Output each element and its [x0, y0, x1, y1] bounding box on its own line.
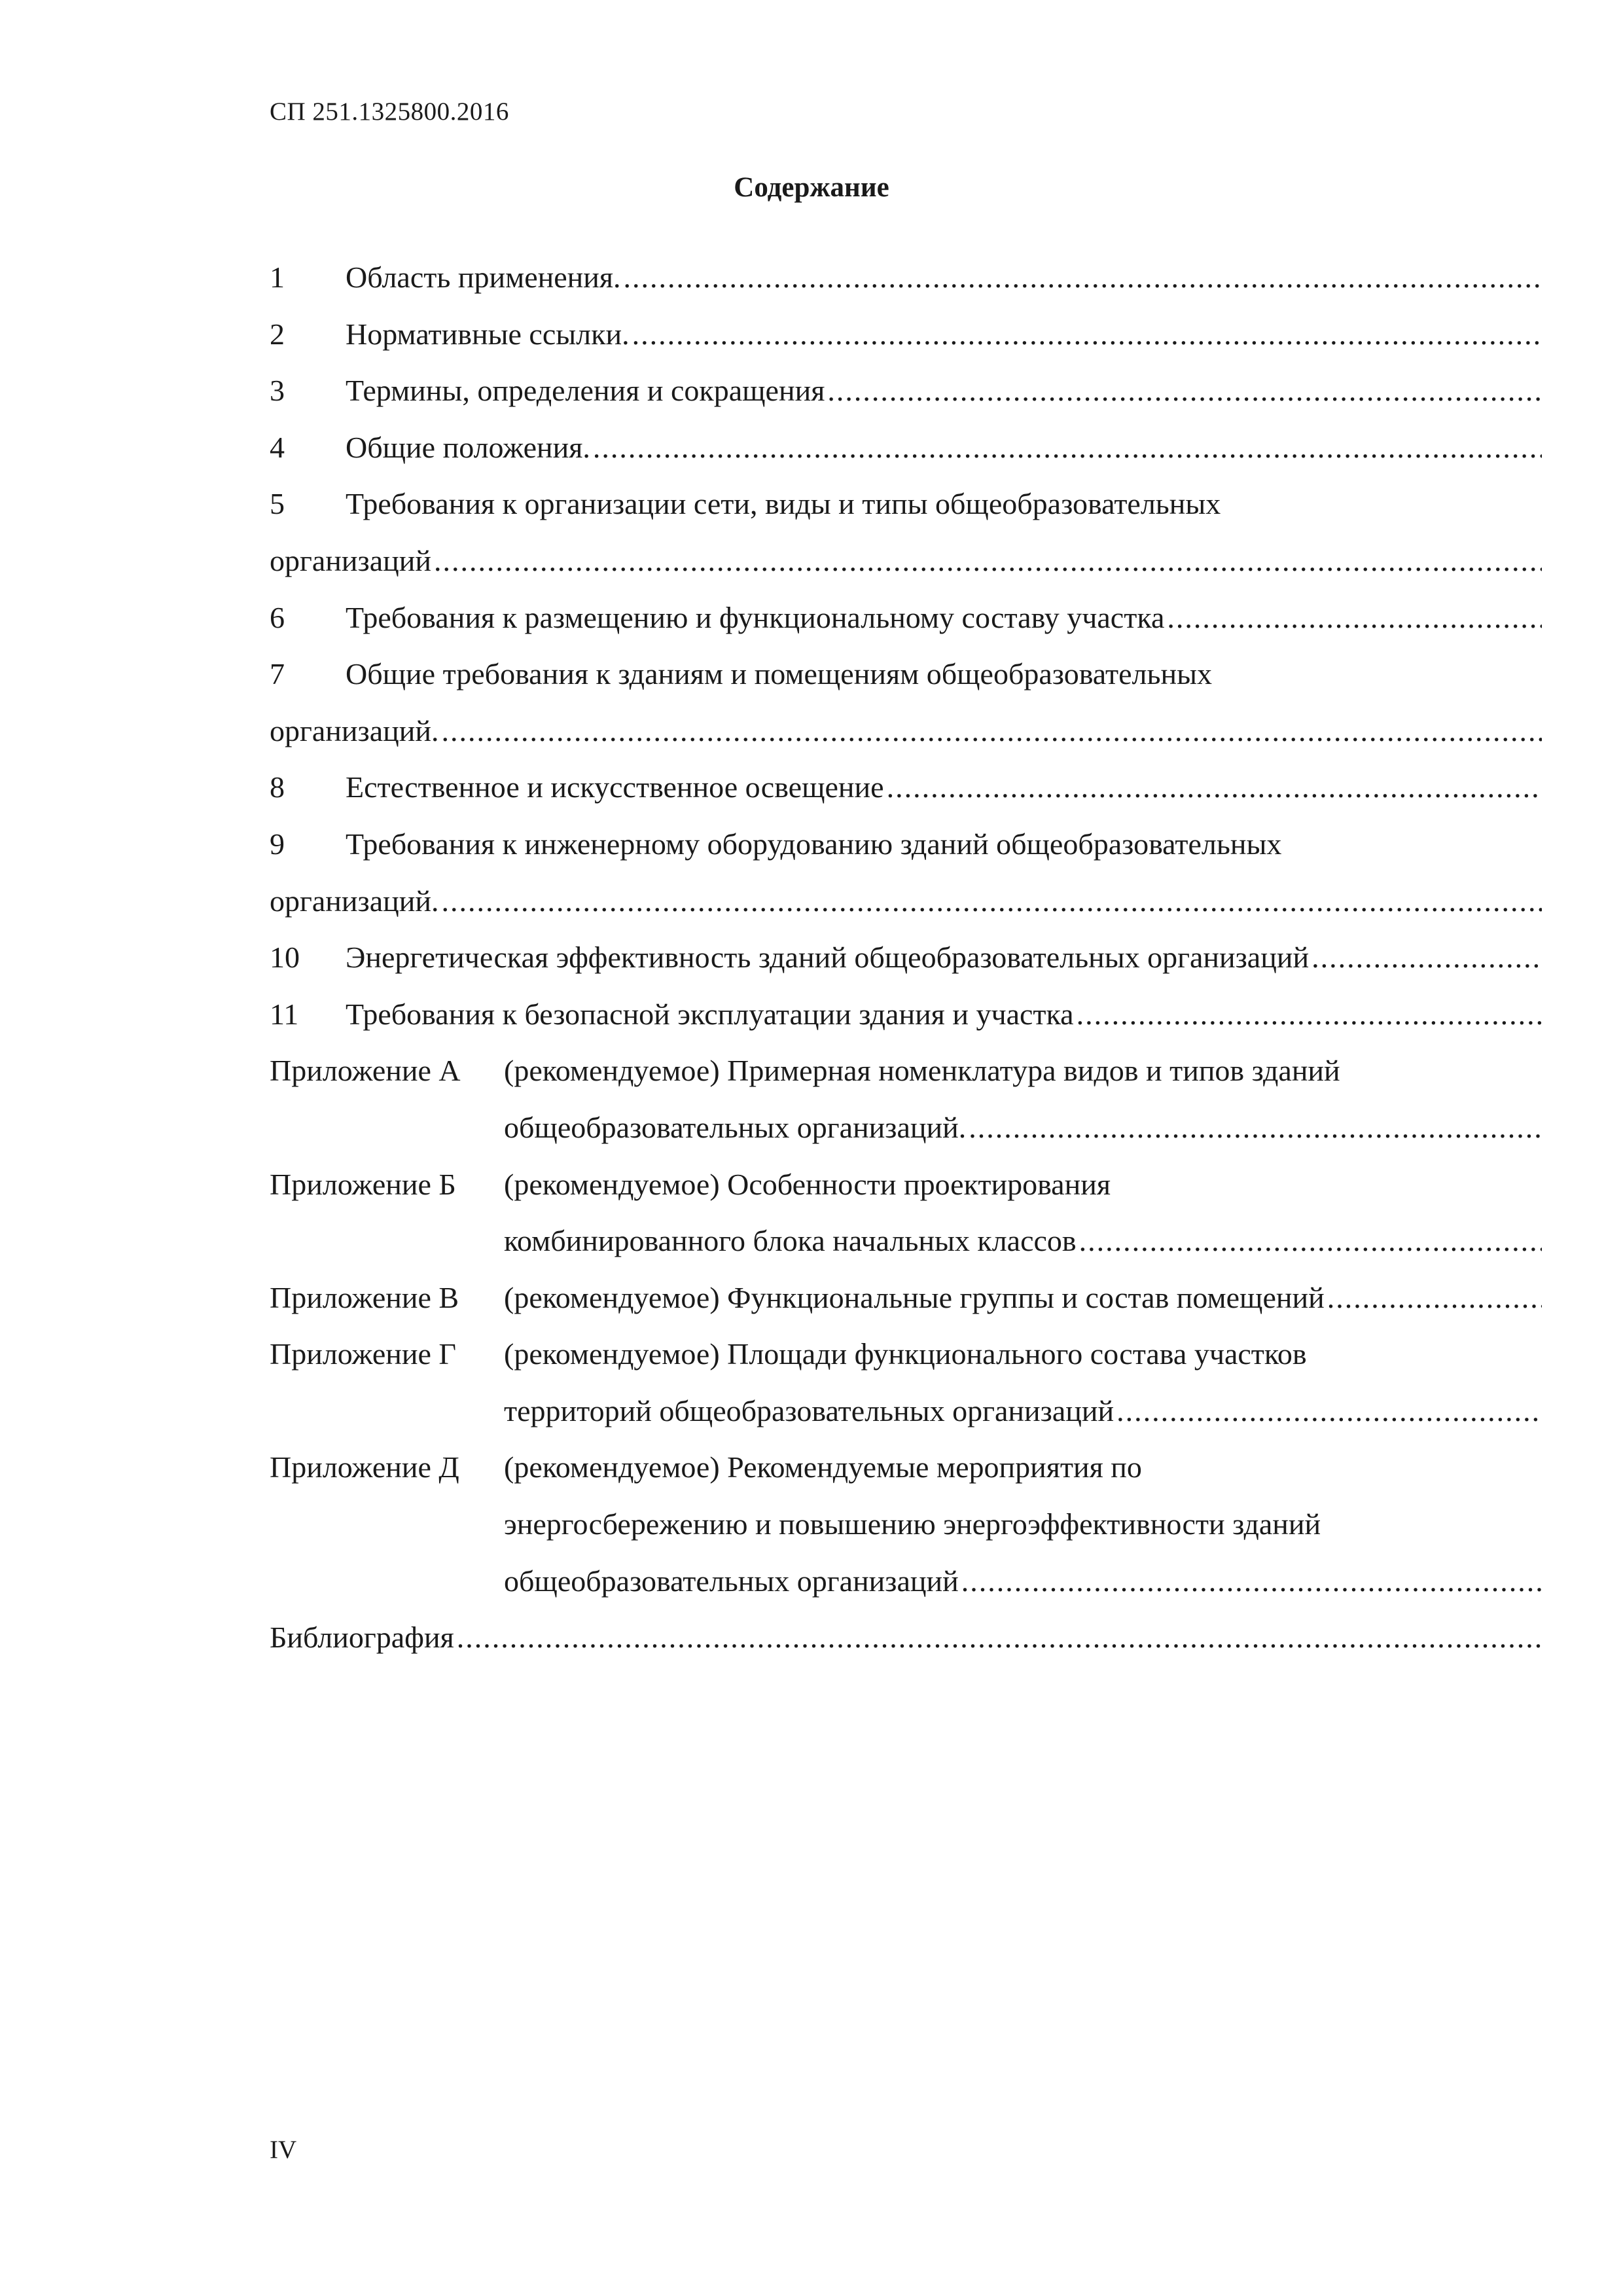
appendix-a-continued[interactable] — [270, 1110, 1542, 1167]
dot-leader — [1116, 1393, 1542, 1428]
toc-entry-number: 2 — [270, 317, 285, 351]
toc-entry-9-continued[interactable] — [270, 884, 1542, 941]
appendix-g-continued[interactable] — [270, 1393, 1542, 1450]
appendix-b[interactable] — [270, 1167, 1542, 1224]
toc-entry-title: Область применения. — [346, 260, 621, 294]
document-code: СП 251.1325800.2016 — [270, 98, 509, 126]
appendix-title: общеобразовательных организаций. — [504, 1110, 967, 1144]
appendix-title: (рекомендуемое) Рекомендуемые мероприятия по — [504, 1450, 1142, 1484]
appendix-title: (рекомендуемое) Особенности проектирования — [504, 1167, 1111, 1201]
appendix-label: Приложение Б — [270, 1167, 456, 1201]
toc-entry-number: 4 — [270, 430, 285, 464]
dot-leader — [1167, 600, 1542, 635]
appendix-title: (рекомендуемое) Примерная номенклатура видов и типов зданий — [504, 1054, 1340, 1088]
appendix-title: общеобразовательных организаций — [504, 1564, 959, 1598]
dot-leader — [441, 884, 1542, 918]
toc-entry-number: 8 — [270, 770, 285, 804]
appendix-g[interactable] — [270, 1336, 1542, 1393]
toc-entry-title: Требования к размещению и функциональному составу участка — [346, 600, 1165, 634]
page-title: Содержание — [734, 172, 889, 203]
toc-entry-title: Энергетическая эффективность зданий общеобразовательных организаций — [346, 941, 1310, 975]
toc-entry-number: 5 — [270, 487, 285, 521]
appendix-d[interactable] — [270, 1450, 1542, 1507]
dot-leader — [632, 317, 1542, 351]
appendix-v[interactable] — [270, 1280, 1542, 1337]
toc-entry-8[interactable] — [270, 770, 1542, 827]
dot-leader — [969, 1110, 1542, 1145]
toc-entry-2[interactable] — [270, 317, 1542, 374]
toc-entry-number: 6 — [270, 600, 285, 634]
appendix-title: комбинированного блока начальных классов — [504, 1224, 1077, 1258]
toc-entry-title: организаций. — [270, 884, 439, 918]
dot-leader — [1077, 997, 1542, 1031]
appendix-d-continued[interactable] — [270, 1507, 1542, 1564]
toc-entry-title: Естественное и искусственное освещение — [346, 770, 884, 804]
toc-entry-title: Термины, определения и сокращения — [346, 374, 825, 408]
dot-leader — [1327, 1280, 1542, 1315]
toc-entry-7-continued[interactable] — [270, 713, 1542, 770]
appendix-label: Приложение Г — [270, 1337, 456, 1371]
appendix-a[interactable] — [270, 1053, 1542, 1110]
toc-entry-title: организаций — [270, 543, 431, 577]
toc-entry-title: Требования к безопасной эксплуатации здания и участка — [346, 997, 1074, 1031]
appendix-d-continued-2[interactable] — [270, 1564, 1542, 1621]
toc-entry-3[interactable] — [270, 373, 1542, 430]
toc-entry-title: Нормативные ссылки. — [346, 317, 630, 351]
toc-entry-number: 3 — [270, 374, 285, 408]
dot-leader — [624, 260, 1542, 295]
appendix-label: Приложение А — [270, 1054, 461, 1088]
toc-entry-6[interactable] — [270, 600, 1542, 657]
appendix-title: (рекомендуемое) Площади функционального состава участков — [504, 1337, 1307, 1371]
bibliography-title: Библиография — [270, 1621, 454, 1655]
table-of-contents — [270, 260, 1542, 1677]
toc-entry-title: организаций. — [270, 713, 439, 747]
toc-entry-4[interactable] — [270, 430, 1542, 487]
toc-entry-title: Требования к организации сети, виды и типы общеобразовательных — [346, 487, 1221, 521]
appendix-label: Приложение В — [270, 1280, 459, 1314]
toc-entry-7[interactable] — [270, 656, 1542, 713]
toc-entry-5[interactable] — [270, 486, 1542, 543]
dot-leader — [434, 543, 1542, 578]
dot-leader — [1311, 940, 1542, 975]
toc-entry-number: 9 — [270, 827, 285, 861]
toc-entry-title: Общие положения. — [346, 430, 590, 464]
toc-entry-9[interactable] — [270, 827, 1542, 884]
dot-leader — [887, 770, 1542, 804]
page-number: IV — [270, 2136, 297, 2164]
dot-leader — [457, 1620, 1542, 1655]
appendix-b-continued[interactable] — [270, 1223, 1542, 1280]
bibliography-entry[interactable] — [270, 1620, 1542, 1677]
toc-entry-1[interactable] — [270, 260, 1542, 317]
dot-leader — [961, 1564, 1542, 1598]
toc-entry-number: 7 — [270, 657, 285, 691]
appendix-title: энергосбережению и повышению энергоэффективности зданий — [504, 1507, 1321, 1541]
appendix-label: Приложение Д — [270, 1450, 459, 1484]
dot-leader — [1079, 1223, 1542, 1258]
toc-entry-5-continued[interactable] — [270, 543, 1542, 600]
toc-entry-number: 10 — [270, 941, 300, 975]
dot-leader — [827, 373, 1542, 408]
toc-entry-11[interactable] — [270, 997, 1542, 1054]
toc-entry-number: 1 — [270, 260, 285, 294]
toc-entry-10[interactable] — [270, 940, 1542, 997]
toc-entry-title: Требования к инженерному оборудованию зданий общеобразовательных — [346, 827, 1282, 861]
dot-leader — [441, 713, 1542, 748]
toc-entry-number: 11 — [270, 997, 299, 1031]
appendix-title: (рекомендуемое) Функциональные группы и состав помещений — [504, 1280, 1325, 1314]
toc-entry-title: Общие требования к зданиям и помещениям общеобразовательных — [346, 657, 1213, 691]
appendix-title: территорий общеобразовательных организаций — [504, 1393, 1115, 1427]
dot-leader — [593, 430, 1542, 465]
